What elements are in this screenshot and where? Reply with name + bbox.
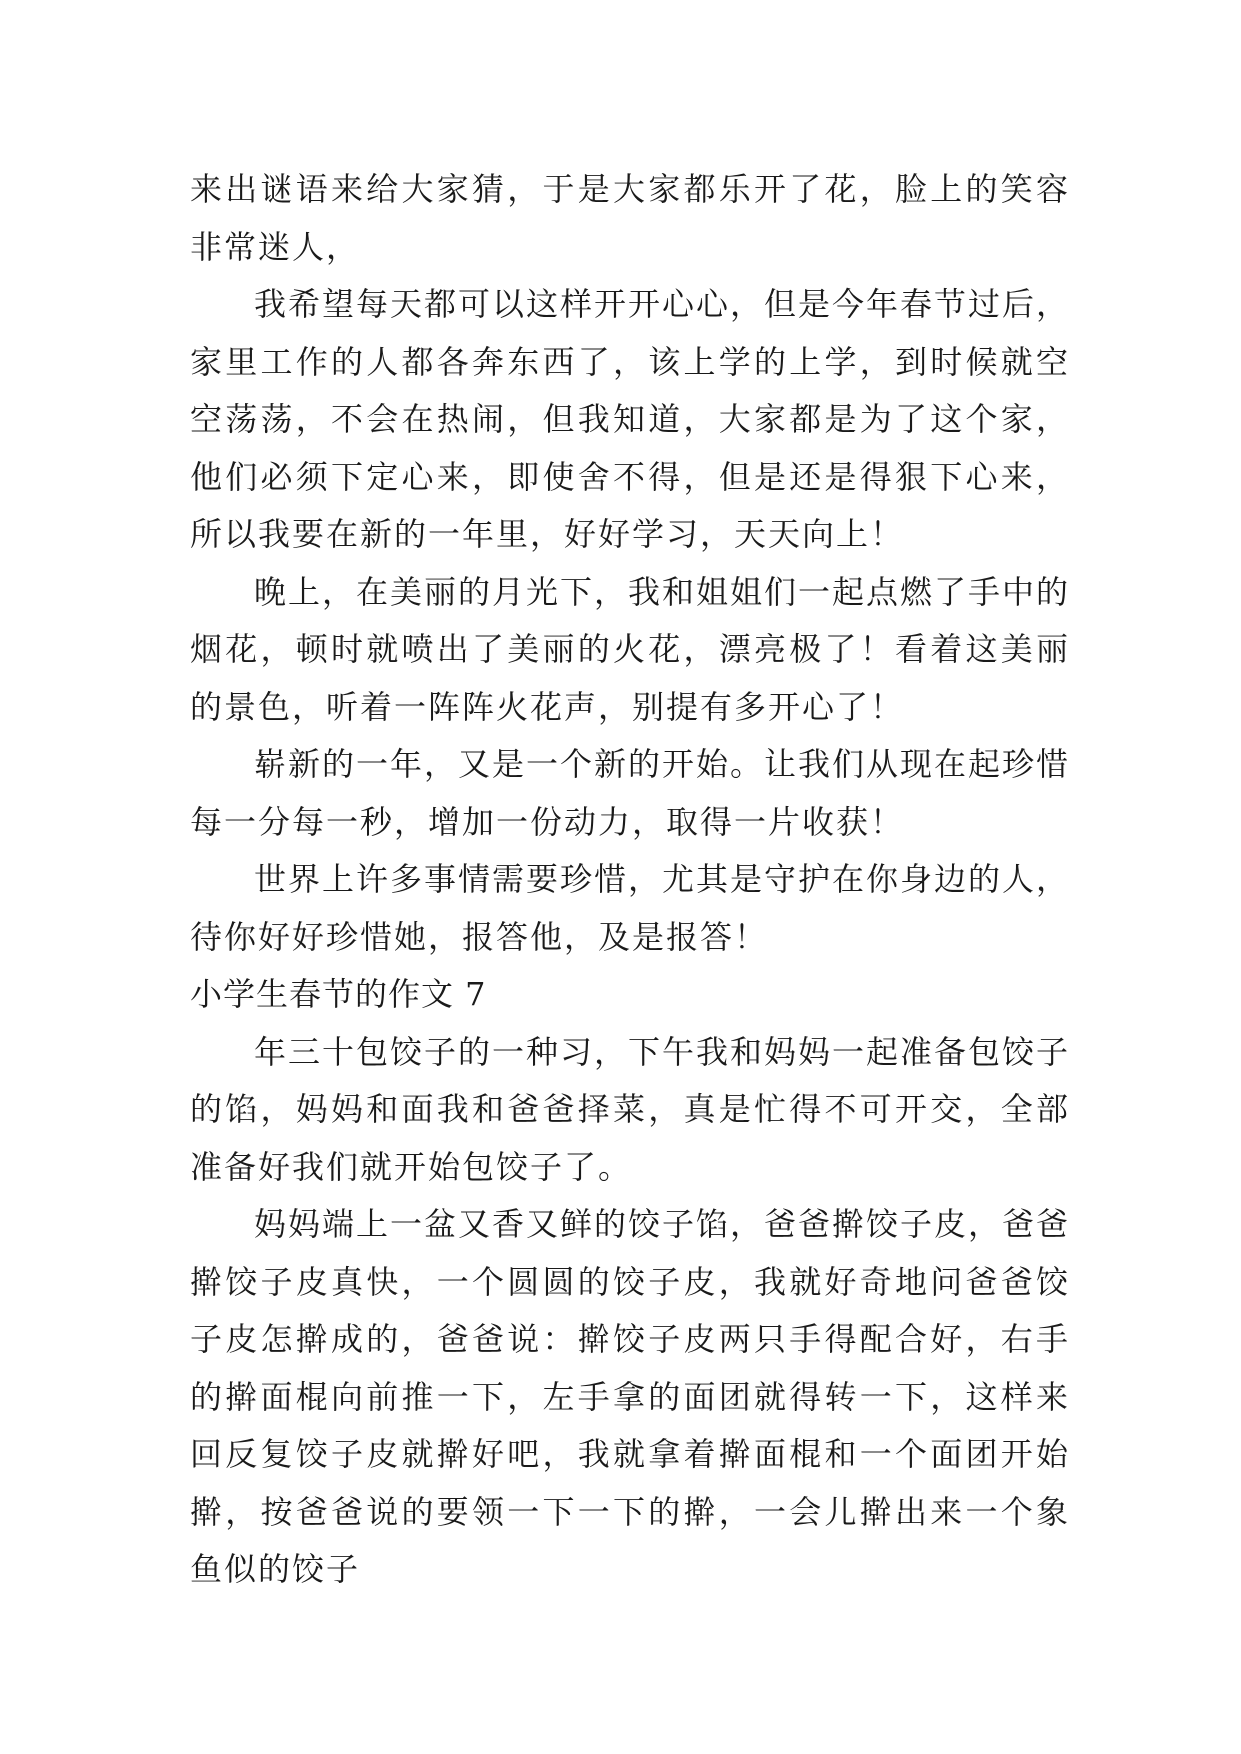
essay-heading: 小学生春节的作文 7 <box>190 975 487 1013</box>
essay-body <box>190 161 1070 1599</box>
paragraph-6: 年三十包饺子的一种习，下午我和妈妈一起准备包饺子的馅，妈妈和面我和爸爸择菜，真是忙得不可开交，全部准备好我们就开始包饺子了。 <box>190 1032 1071 1186</box>
paragraph-2: 我希望每天都可以这样开开心心，但是今年春节过后，家里工作的人都各奔东西了，该上学的上学，到时候就空空荡荡，不会在热闹，但我知道，大家都是为了这个家，他们必须下定心来，即使舍不得，但是还是得狠下心来，所以我要在新的一年里，好好学习，天天向上！ <box>190 285 1071 553</box>
paragraph-4: 崭新的一年，又是一个新的开始。让我们从现在起珍惜每一分每一秒，增加一份动力，取得一片收获！ <box>190 745 1071 841</box>
paragraph-7: 妈妈端上一盆又香又鲜的饺子馅，爸爸擀饺子皮，爸爸擀饺子皮真快，一个圆圆的饺子皮，我就好奇地问爸爸饺子皮怎擀成的，爸爸说：擀饺子皮两只手得配合好，右手的擀面棍向前推一下，左手拿的面团就得转一下，这样来回反复饺子皮就擀好吧，我就拿着擀面棍和一个面团开始擀，按爸爸说的要领一下一下的擀，一会儿擀出来一个象鱼似的饺子 <box>190 1205 1071 1588</box>
paragraph-3: 晚上，在美丽的月光下，我和姐姐们一起点燃了手中的烟花，顿时就喷出了美丽的火花，漂亮极了！看着这美丽的景色，听着一阵阵火花声，别提有多开心了！ <box>190 572 1071 726</box>
paragraph-5: 世界上许多事情需要珍惜，尤其是守护在你身边的人，待你好好珍惜她，报答他，及是报答！ <box>190 860 1071 956</box>
paragraph-1: 来出谜语来给大家猜，于是大家都乐开了花，脸上的笑容非常迷人， <box>190 170 1070 266</box>
